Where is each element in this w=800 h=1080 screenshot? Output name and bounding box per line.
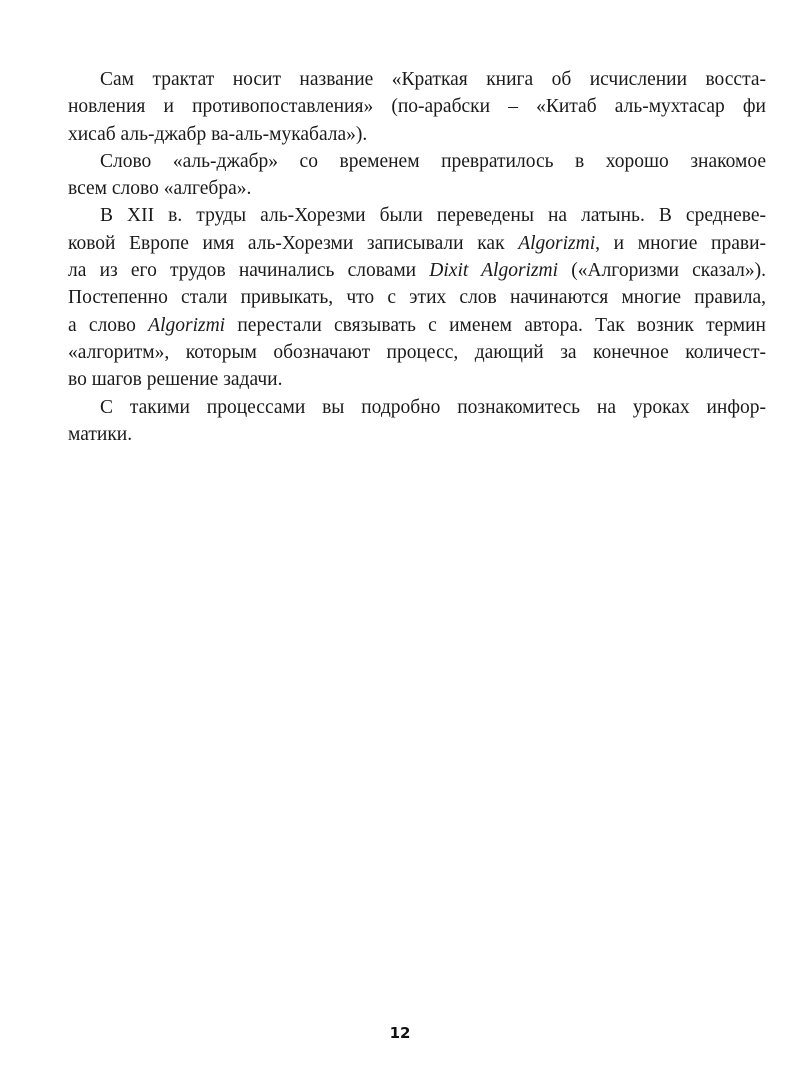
text-segment: С такими процессами вы подробно познакомитесь на уроках инфор- xyxy=(100,396,766,418)
text-segment: («Алгоризми сказал»). xyxy=(558,260,767,282)
italic-term: Dixit Algorizmi xyxy=(429,260,559,282)
text-line xyxy=(68,421,766,448)
text-line xyxy=(68,175,766,202)
paragraph xyxy=(68,202,766,393)
text-line xyxy=(68,312,766,339)
paragraph xyxy=(68,394,766,449)
text-segment: , и многие прави- xyxy=(595,232,767,254)
text-segment: ковой Европе имя аль-Хорезми записывали как xyxy=(68,232,519,254)
text-line xyxy=(68,148,766,175)
text-segment: матики. xyxy=(68,423,133,445)
text-segment: новления и противопоставления» (по-арабски – «Китаб аль-мухтасар фи xyxy=(68,96,766,118)
page-number: 12 xyxy=(389,1024,411,1042)
body-text xyxy=(68,66,766,448)
text-segment: «алгоритм», которым обозначают процесс, дающий за конечное количест- xyxy=(68,341,766,363)
text-line xyxy=(68,257,766,284)
text-segment: а слово xyxy=(68,314,149,336)
paragraph xyxy=(68,148,766,203)
text-line xyxy=(68,121,766,148)
text-line xyxy=(68,339,766,366)
paragraph xyxy=(68,66,766,148)
text-line xyxy=(68,66,766,93)
text-segment: В XII в. труды аль-Хорезми были переведены на латынь. В средневе- xyxy=(100,205,766,227)
italic-term: Algorizmi xyxy=(518,232,596,254)
text-segment: перестали связывать с именем автора. Так возник термин xyxy=(225,314,766,336)
text-line xyxy=(68,202,766,229)
text-segment: Слово «аль-джабр» со временем превратилось в хорошо знакомое xyxy=(100,150,766,172)
text-line xyxy=(68,366,766,393)
text-segment: Постепенно стали привыкать, что с этих слов начинаются многие правила, xyxy=(68,287,766,309)
text-segment: хисаб аль-джабр ва-аль-мукабала»). xyxy=(68,123,368,145)
italic-term: Algorizmi xyxy=(148,314,226,336)
text-segment: Сам трактат носит название «Краткая книга об исчислении восста- xyxy=(100,69,766,90)
text-line xyxy=(68,394,766,421)
text-segment: во шагов решение задачи. xyxy=(68,369,283,391)
text-line xyxy=(68,93,766,120)
text-segment: всем слово «алгебра». xyxy=(68,178,252,200)
text-line xyxy=(68,284,766,311)
text-segment: ла из его трудов начинались словами xyxy=(68,260,430,282)
text-line xyxy=(68,230,766,257)
